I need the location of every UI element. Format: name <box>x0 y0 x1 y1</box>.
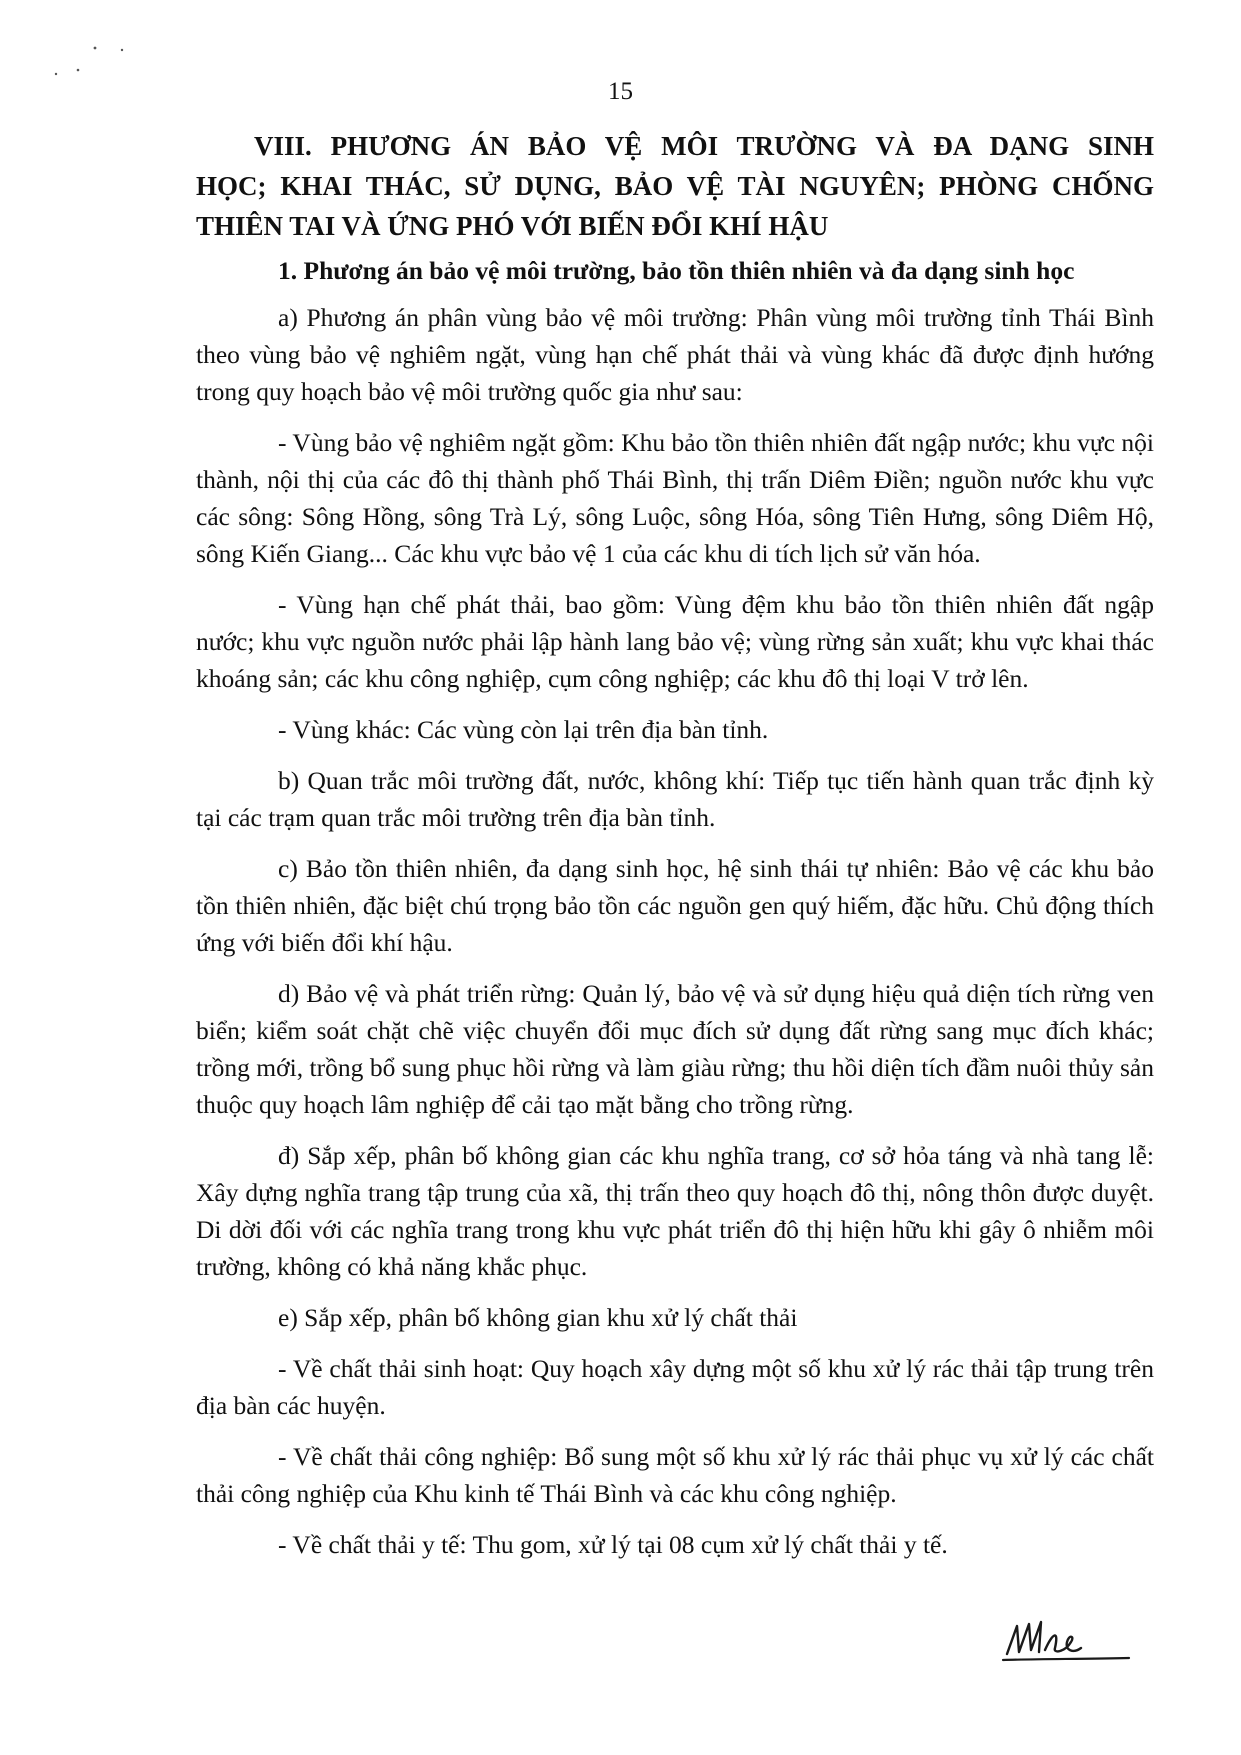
paragraph: a) Phương án phân vùng bảo vệ môi trường: Phân vùng môi trường tỉnh Thái Bình theo vùng bảo vệ nghiêm ngặt, vùng hạn chế phát thải và vùng khác đã được định hướng trong quy hoạch bảo vệ môi trường quốc gia như sau: <box>196 303 1154 406</box>
paragraph: - Vùng hạn chế phát thải, bao gồm: Vùng đệm khu bảo tồn thiên nhiên đất ngập nước; khu vực nguồn nước phải lập hành lang bảo vệ; vùng rừng sản xuất; khu vực khai thác khoáng sản; các khu công nghiệp, cụm công nghiệp; các khu đô thị loại V trở lên. <box>196 590 1154 693</box>
paragraph: - Về chất thải công nghiệp: Bổ sung một số khu xử lý rác thải phục vụ xử lý các chất thải công nghiệp của Khu kinh tế Thái Bình và các khu công nghiệp. <box>196 1442 1154 1508</box>
paragraph: c) Bảo tồn thiên nhiên, đa dạng sinh học, hệ sinh thái tự nhiên: Bảo vệ các khu bảo tồn thiên nhiên, đặc biệt chú trọng bảo tồn các nguồn gen quý hiếm, đặc hữu. Chủ động thích ứng với biến đổi khí hậu. <box>196 854 1154 957</box>
paragraph: - Về chất thải y tế: Thu gom, xử lý tại 08 cụm xử lý chất thải y tế. <box>278 1530 948 1559</box>
document-body <box>196 252 1154 1577</box>
sub-heading: 1. Phương án bảo vệ môi trường, bảo tồn thiên nhiên và đa dạng sinh học <box>278 256 1075 285</box>
heading-line: THIÊN TAI VÀ ỨNG PHÓ VỚI BIẾN ĐỔI KHÍ HẬU <box>196 211 829 241</box>
paragraph: - Vùng khác: Các vùng còn lại trên địa bàn tỉnh. <box>278 715 769 744</box>
page-number: 15 <box>608 78 633 105</box>
heading-line: HỌC; KHAI THÁC, SỬ DỤNG, BẢO VỆ TÀI NGUYÊN; PHÒNG CHỐNG <box>196 171 1154 201</box>
paragraph: đ) Sắp xếp, phân bố không gian các khu nghĩa trang, cơ sở hỏa táng và nhà tang lễ: Xây dựng nghĩa trang tập trung của xã, thị trấn theo quy hoạch đô thị, nông thôn được duyệt. Di dời đối với các nghĩa trang trong khu vực phát triển đô thị hiện hữu khi gây ô nhiễm môi trường, không có khả năng khắc phục. <box>196 1141 1154 1281</box>
paragraph: d) Bảo vệ và phát triển rừng: Quản lý, bảo vệ và sử dụng hiệu quả diện tích rừng ven biển; kiểm soát chặt chẽ việc chuyển đổi mục đích sử dụng đất rừng sang mục đích khác; trồng mới, trồng bổ sung phục hồi rừng và làm giàu rừng; thu hồi diện tích đầm nuôi thủy sản thuộc quy hoạch lâm nghiệp để cải tạo mặt bằng cho trồng rừng. <box>196 979 1154 1119</box>
section-heading <box>196 126 1154 246</box>
heading-line: VIII. PHƯƠNG ÁN BẢO VỆ MÔI TRƯỜNG VÀ ĐA DẠNG SINH <box>254 131 1154 161</box>
paragraph: e) Sắp xếp, phân bố không gian khu xử lý chất thải <box>278 1303 798 1332</box>
paragraph: b) Quan trắc môi trường đất, nước, không khí: Tiếp tục tiến hành quan trắc định kỳ tại các trạm quan trắc môi trường trên địa bàn tỉnh. <box>196 766 1154 832</box>
signature-initials <box>995 1612 1135 1672</box>
paragraph: - Vùng bảo vệ nghiêm ngặt gồm: Khu bảo tồn thiên nhiên đất ngập nước; khu vực nội thành, nội thị của các đô thị thành phố Thái Bình, thị trấn Diêm Điền; nguồn nước khu vực các sông: Sông Hồng, sông Trà Lý, sông Luộc, sông Hóa, sông Tiên Hưng, sông Diêm Hộ, sông Kiến Giang... Các khu vực bảo vệ 1 của các khu di tích lịch sử văn hóa. <box>196 428 1154 568</box>
paragraph: - Về chất thải sinh hoạt: Quy hoạch xây dựng một số khu xử lý rác thải tập trung trên địa bàn các huyện. <box>196 1354 1154 1420</box>
